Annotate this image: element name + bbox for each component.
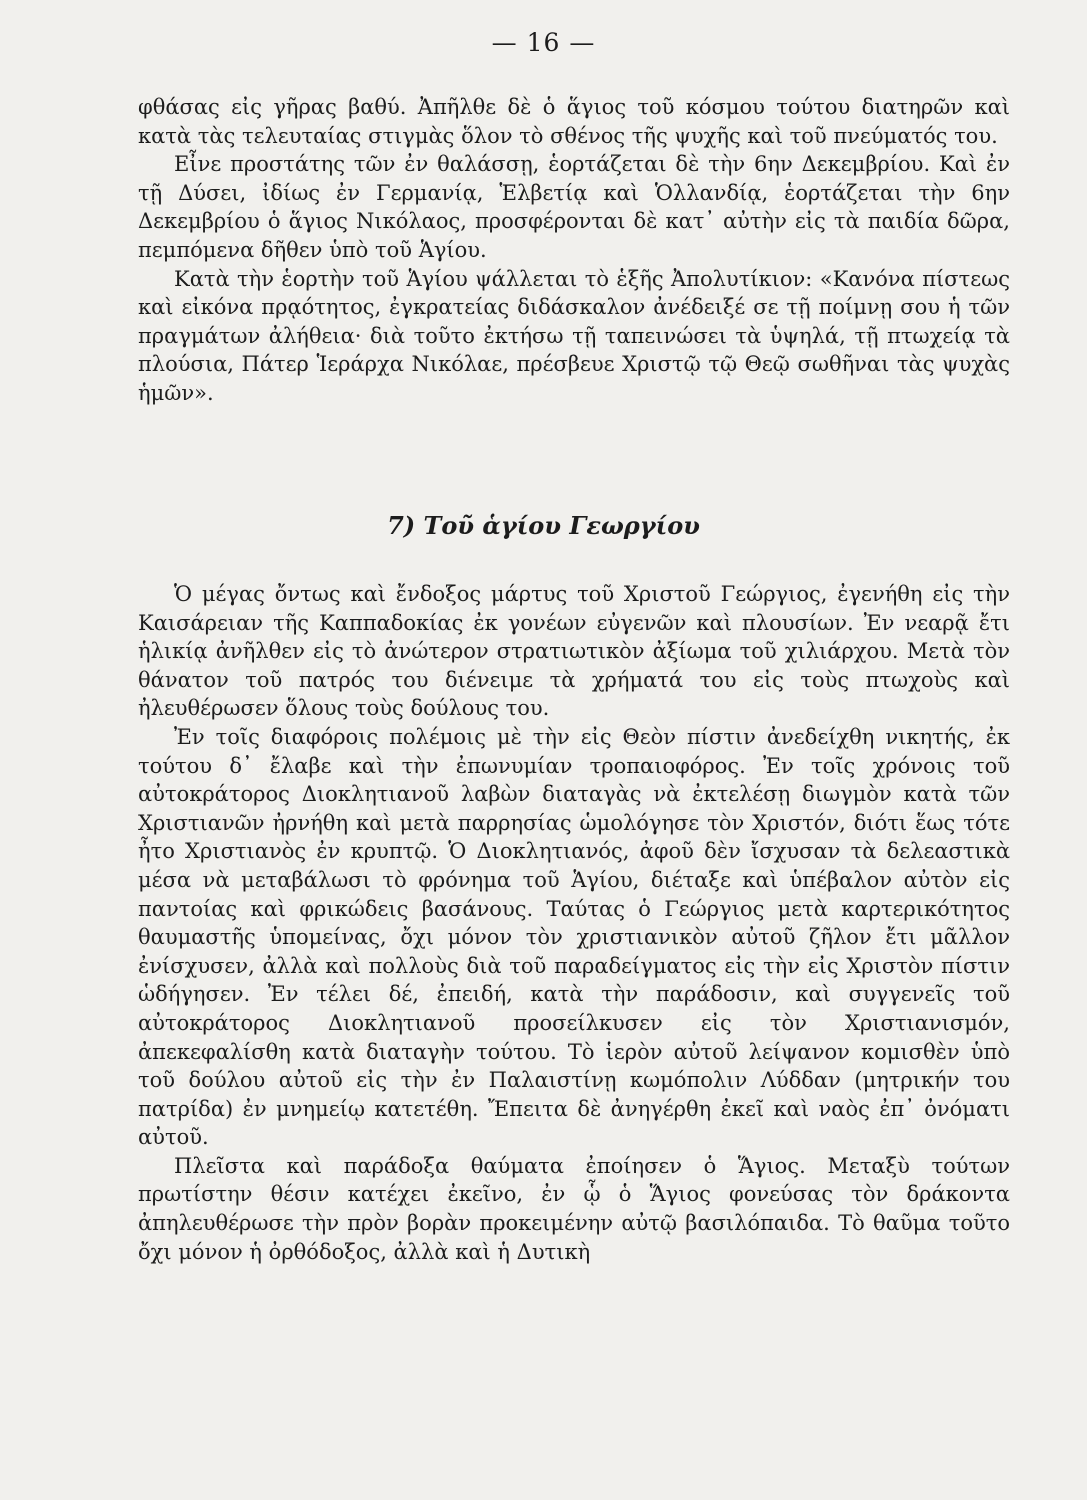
section-heading: 7) Τοῦ ἁγίου Γεωργίου	[387, 511, 700, 540]
section-nikolaos-text	[138, 93, 1010, 408]
page-number: — 16 —	[491, 28, 596, 57]
paragraph: Πλεῖστα καὶ παράδοξα θαύματα ἐποίησεν ὁ Ἅγιος. Μεταξὺ τούτων πρωτίστην θέσιν κατέχει ἐκεῖνο, ἐν ᾧ ὁ Ἅγιος φονεύσας τὸν δράκοντα ἀπηλευθέρωσε τὴν πρὸν βορὰν προκειμένην αὐτῷ βασιλόπαιδα. Τὸ θαῦμα τοῦτο ὄχι μόνον ἡ ὀρθόδοξος, ἀλλὰ καὶ ἡ Δυτικὴ	[138, 1153, 1010, 1264]
paragraph: Εἶνε προστάτης τῶν ἐν θαλάσσῃ, ἑορτάζεται δὲ τὴν 6ην Δεκεμβρίου. Καὶ ἐν τῇ Δύσει, ἰδίως ἐν Γερμανίᾳ, Ἑλβετίᾳ καὶ Ὁλλανδίᾳ, ἑορτάζεται τὴν 6ην Δεκεμβρίου ὁ ἅγιος Νικόλαος, προσφέρονται δὲ κατ᾽ αὐτὴν εἰς τὰ παιδία δῶρα, πεμπόμενα δῆθεν ὑπὸ τοῦ Ἁγίου.	[138, 152, 1010, 262]
paragraph: Ἐν τοῖς διαφόροις πολέμοις μὲ τὴν εἰς Θεὸν πίστιν ἀνεδείχθη νικητής, ἐκ τούτου δ᾽ ἔλαβε καὶ τὴν ἐπωνυμίαν τροπαιοφόρος. Ἐν τοῖς χρόνοις τοῦ αὐτοκράτορος Διοκλητιανοῦ λαβὼν διαταγὰς νὰ ἐκτελέσῃ διωγμὸν κατὰ τῶν Χριστιανῶν ἠρνήθη καὶ μετὰ παρρησίας ὡμολόγησε τὸν Χριστόν, διότι ἕως τότε ἦτο Χριστιανὸς ἐν κρυπτῷ. Ὁ Διοκλητιανός, ἀφοῦ δὲν ἴσχυσαν τὰ δελεαστικὰ μέσα νὰ μεταβάλωσι τὸ φρόνημα τοῦ Ἁγίου, διέταξε καὶ ὑπέβαλον αὐτὸν εἰς παντοίας καὶ φρικώδεις βασάνους. Ταύτας ὁ Γεώργιος μετὰ καρτερικότητος θαυμαστῆς ὑπομείνας, ὄχι μόνον τὸν χριστιανικὸν αὐτοῦ ζῆλον ἔτι μᾶλλον ἐνίσχυσεν, ἀλλὰ καὶ πολλοὺς διὰ τοῦ παραδείγματος εἰς τὴν εἰς Χριστὸν πίστιν ὡδήγησεν. Ἐν τέλει δέ, ἐπειδή, κατὰ τὴν παράδοσιν, καὶ συγγενεῖς τοῦ αὐτοκράτορος Διοκλητιανοῦ προσείλκυσεν εἰς τὸν Χριστιανισμόν, ἀπεκεφαλίσθη κατὰ διαταγὴν τούτου. Τὸ ἱερὸν αὐτοῦ λείψανον κομισθὲν ὑπὸ τοῦ δούλου αὐτοῦ εἰς τὴν ἐν Παλαιστίνῃ κωμόπολιν Λύδδαν (μητρικήν του πατρίδα) ἐν μνημείῳ κατετέθη. Ἔπειτα δὲ ἀνηγέρθη ἐκεῖ καὶ ναὸς ἐπ᾽ ὀνόματι αὐτοῦ.	[138, 724, 1010, 1150]
paragraph: φθάσας εἰς γῆρας βαθύ. Ἀπῆλθε δὲ ὁ ἅγιος τοῦ κόσμου τούτου διατηρῶν καὶ κατὰ τὰς τελευταίας στιγμὰς ὅλον τὸ σθένος τῆς ψυχῆς καὶ τοῦ πνεύματός του.	[138, 95, 1010, 148]
paragraph: Κατὰ τὴν ἑορτὴν τοῦ Ἁγίου ψάλλεται τὸ ἑξῆς Ἀπολυτίκιον: «Κανόνα πίστεως καὶ εἰκόνα πρᾳότητος, ἐγκρατείας διδάσκαλον ἀνέδειξέ σε τῇ ποίμνῃ σου ἡ τῶν πραγμάτων ἀλήθεια· διὰ τοῦτο ἐκτήσω τῇ ταπεινώσει τὰ ὑψηλά, τῇ πτωχείᾳ τὰ πλούσια, Πάτερ Ἱεράρχα Νικόλαε, πρέσβευε Χριστῷ τῷ Θεῷ σωθῆναι τὰς ψυχὰς ἡμῶν».	[138, 266, 1010, 405]
paragraph: Ὁ μέγας ὄντως καὶ ἔνδοξος μάρτυς τοῦ Χριστοῦ Γεώργιος, ἐγενήθη εἰς τὴν Καισάρειαν τῆς Καππαδοκίας ἐκ γονέων εὐγενῶν καὶ πλουσίων. Ἐν νεαρᾷ ἔτι ἡλικίᾳ ἀνῆλθεν εἰς τὸ ἀνώτερον στρατιωτικὸν ἀξίωμα τοῦ χιλιάρχου. Μετὰ τὸν θάνατον τοῦ πατρός του διένειμε τὰ χρήματά του εἰς τοὺς πτωχοὺς καὶ ἠλευθέρωσεν ὅλους τοὺς δούλους του.	[138, 582, 1010, 721]
section-georgios-text	[138, 580, 1010, 1266]
